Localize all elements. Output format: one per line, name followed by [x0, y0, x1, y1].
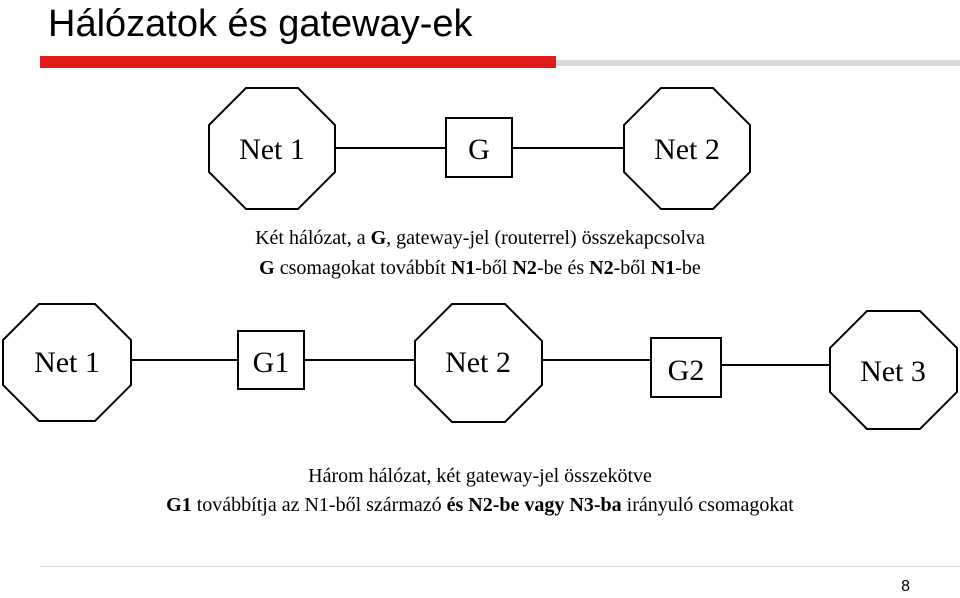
top-net1-label: Net 1: [239, 133, 305, 166]
caption-segment: N2: [589, 257, 614, 279]
caption-segment: -be: [675, 257, 701, 279]
caption-segment: G: [259, 257, 275, 279]
top-caption-line-1: [0, 224, 960, 252]
slide-title: Hálózatok és gateway-ek: [48, 3, 473, 45]
bottom-caption-line-2: [0, 491, 960, 519]
top-gateway-label: G: [468, 133, 490, 166]
page-number: 8: [901, 578, 910, 595]
caption-segment: -ből: [613, 257, 651, 279]
bottom-g1-label: G1: [252, 346, 290, 379]
bottom-caption-line-1: [0, 462, 960, 490]
caption-segment: , gateway-jel (routerrel) összekapcsolva: [386, 227, 705, 249]
top-net2-label: Net 2: [654, 133, 720, 166]
caption-segment: -be és: [536, 257, 590, 279]
caption-segment: N1: [450, 257, 476, 279]
caption-segment: Két hálózat, a: [255, 227, 371, 249]
caption-segment: csomagokat továbbít: [274, 257, 451, 279]
caption-segment: G1: [166, 494, 192, 516]
bottom-net1-label: Net 1: [34, 346, 100, 379]
caption-segment: N2: [512, 257, 537, 279]
bottom-net2-label: Net 2: [445, 346, 511, 379]
bottom-g2-label: G2: [667, 354, 705, 387]
footer-divider: [40, 566, 960, 567]
caption-segment: irányuló csomagokat: [621, 494, 794, 516]
caption-segment: N1: [650, 257, 676, 279]
caption-segment: továbbítja az N1-ből származó: [191, 494, 447, 516]
caption-segment: és N2-be vagy N3-ba: [446, 494, 622, 516]
bottom-net3-label: Net 3: [860, 355, 926, 388]
caption-segment: G: [370, 227, 387, 249]
caption-segment: -ből: [475, 257, 513, 279]
caption-segment: Három hálózat, két gateway-jel összekötve: [308, 465, 652, 487]
top-caption-line-2: [0, 254, 960, 282]
